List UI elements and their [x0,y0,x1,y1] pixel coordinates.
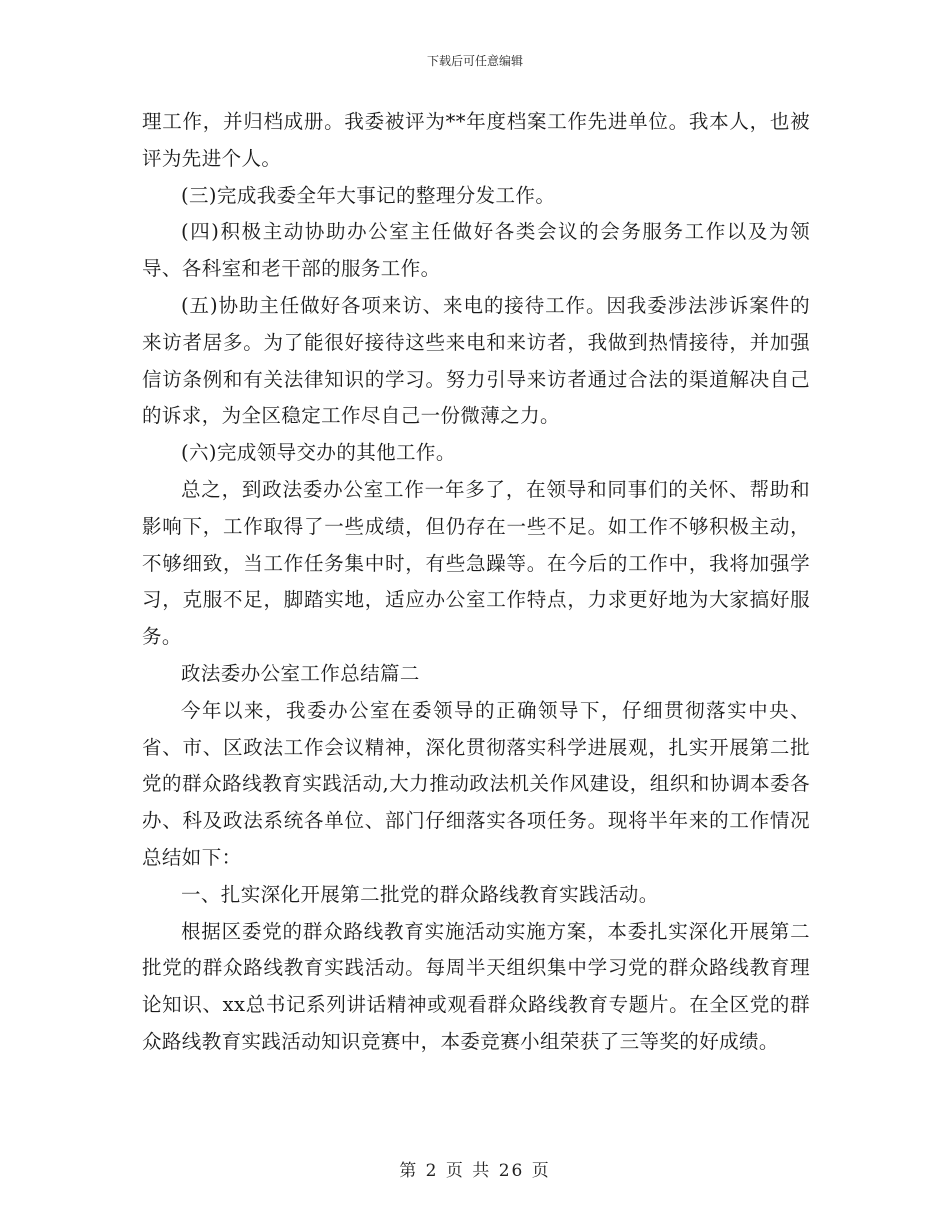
page-number: 第 2 页 共 26 页 [399,1161,551,1181]
section-heading: 政法委办公室工作总结篇二 [181,661,420,685]
paragraph-10: 根据区委党的群众路线教育实施活动实施方案，本委扎实深化开展第二批党的群众路线教育实践活动。每周半天组织集中学习党的群众路线教育理论知识、xx总书记系列讲话精神或观看群众路线教育专题片。在全区党的群众路线教育实践活动知识竞赛中，本委竞赛小组荣获了三等奖的好成绩。 [142,919,810,1053]
paragraph-2: (三)完成我委全年大事记的整理分发工作。 [181,183,556,207]
paragraph-4: (五)协助主任做好各项来访、来电的接待工作。因我委涉法涉诉案件的来访者居多。为了能很好接待这些来电和来访者，我做到热情接待，并加强信访条例和有关法律知识的学习。努力引导来访者通过合法的渠道解决自己的诉求，为全区稳定工作尽自己一份微薄之力。 [142,293,810,428]
paragraph-3: (四)积极主动协助办公室主任做好各类会议的会务服务工作以及为领导、各科室和老干部的服务工作。 [142,220,810,281]
paragraph-6: 总之，到政法委办公室工作一年多了，在领导和同事们的关怀、帮助和影响下，工作取得了一些成绩，但仍存在一些不足。如工作不够积极主动，不够细致，当工作任务集中时，有些急躁等。在今后的工作中，我将加强学习，克服不足，脚踏实地，适应办公室工作特点，力求更好地为大家搞好服务。 [142,477,810,649]
page-header-note: 下载后可任意编辑 [426,54,523,68]
subsection-heading: 一、扎实深化开展第二批党的群众路线教育实践活动。 [181,882,659,906]
document-body [142,104,810,1061]
paragraph-8: 今年以来，我委办公室在委领导的正确领导下，仔细贯彻落实中央、省、市、区政法工作会议精神，深化贯彻落实科学进展观，扎实开展第二批党的群众路线教育实践活动,大力推动政法机关作风建设，组织和协调本委各办、科及政法系统各单位、部门仔细落实各项任务。现将半年来的工作情况总结如下： [142,698,810,869]
paragraph-1: 理工作，并归档成册。我委被评为**年度档案工作先进单位。我本人，也被评为先进个人。 [142,110,810,170]
paragraph-5: (六)完成领导交办的其他工作。 [181,441,456,465]
